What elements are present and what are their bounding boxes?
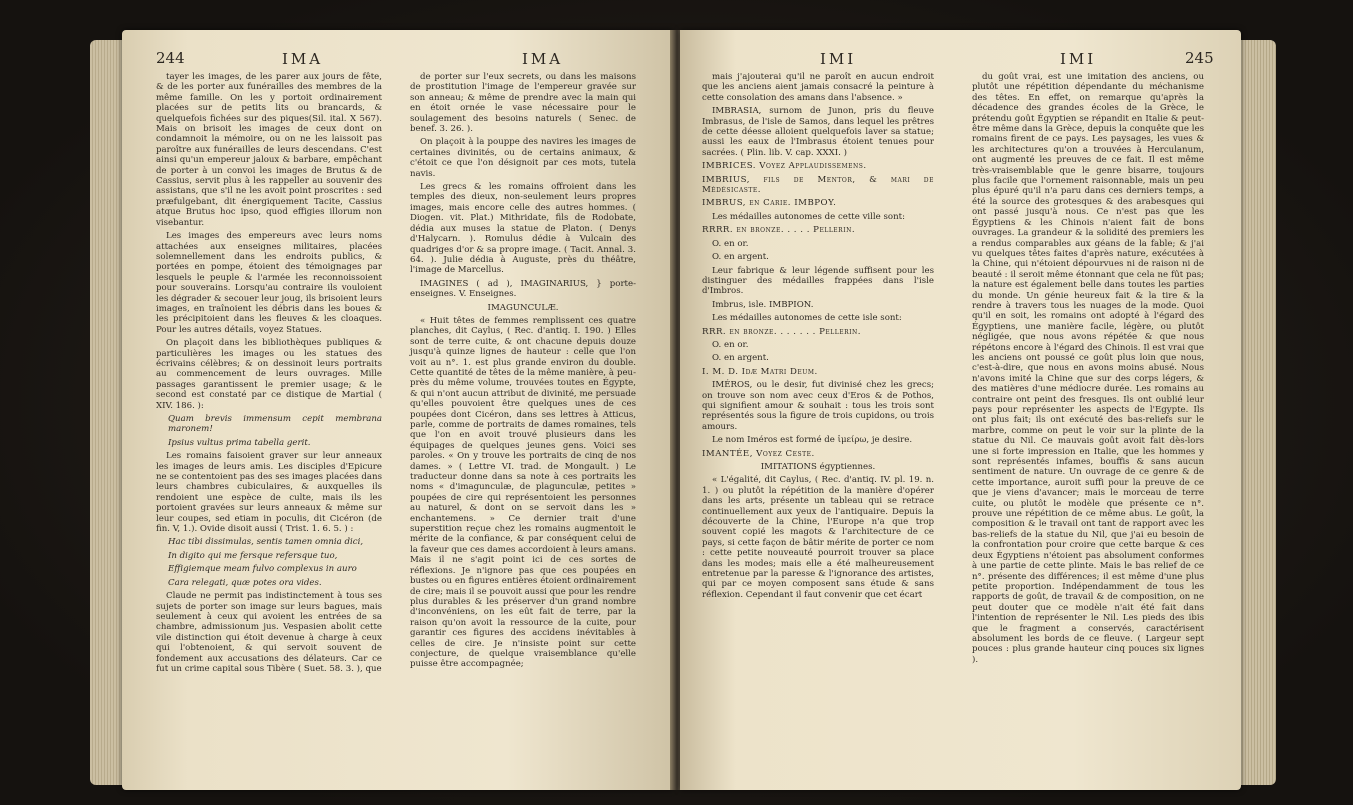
right-page <box>680 30 1241 790</box>
left-page <box>122 30 673 790</box>
paragraph: Cara relegati, quæ potes ora vides. <box>168 577 322 588</box>
left-column-1 <box>156 72 382 677</box>
paragraph: mais j'ajouterai qu'il ne paroît en aucun endroit que les anciens aient jamais consacré la peinture à cette consolation des amans dans l'absence. » <box>702 72 934 103</box>
paragraph: IMBRASIA, surnom de Junon, pris du fleuve Imbrasus, de l'isle de Samos, dans lequel les prêtres de cette déesse alloient quelquefois laver sa statue; aussi les eaux de l'Imbrasus étoient tenues pour sacrées. ( Plin. lib. V. cap. XXXI. ) <box>702 106 934 158</box>
right-page-edges <box>1240 40 1276 785</box>
paragraph: Claude ne permit pas indistinctement à tous ses sujets de porter son image sur leurs bagues, mais seulement à ceux qui avoient les entrées de sa chambre, admissionum jus. Vespasien abolit cette vile distinction qui étoit devenue à charge à ceux qui l'obtenoient, & qui servoit souvent de fondement aux accusations des délateurs. Car ce fut un crime capital sous Tibère ( Suet. 58. 3. ), que <box>156 591 382 674</box>
paragraph: IMBRUS, en Carie. IMBPOY. <box>702 198 837 209</box>
paragraph: Les médailles autonomes de cette ville sont: <box>712 211 905 222</box>
left-column-2 <box>410 72 636 673</box>
paragraph: In digito qui me fersque refersque tuo, <box>168 550 338 561</box>
page-number: 245 <box>1185 49 1214 67</box>
paragraph: RRR. en bronze. . . . . . . Pellerin. <box>702 326 862 337</box>
paragraph: O. en or. <box>712 238 749 249</box>
paragraph: IMITATIONS égyptiennes. <box>760 462 876 472</box>
paragraph: O. en argent. <box>712 353 769 364</box>
paragraph: tayer les images, de les parer aux jours de fête, & de les porter aux funérailles des membres de la même famille. On les y portoit ordinairement placées sur de petits lits ou brancards, & quelquefois fichées sur des piques(Sil. ital. X 567). Mais on brisoit les images de ceux dont on condamnoit la mémoire, ou on ne les laissoit pas paroître aux funérailles de leurs descendans. C'est ainsi qu'un empereur jaloux & barbare, empêchant de porter à un convoi les images de Brutus & de Cassius, servit plus à les rappeller au souvenir des assistans, que s'il ne les avoit point proscrites : sed præfulgebant, dit énergiquement Tacite, Cassius atque Brutus hoc ipso, quod effigies illorum non visebantur. <box>156 72 382 228</box>
paragraph: IMANTÉE, Voyez Ceste. <box>702 448 815 459</box>
right-column-2 <box>972 72 1204 668</box>
paragraph: Les images des empereurs avec leurs noms attachées aux enseignes militaires, placées solemnellement dans les endroits publics, & portées en pompe, étoient des témoignages par lesquels le peuple & l'armée les reconnoissoient pour souverains. Lorsqu'au contraire ils vouloient les dégrader & secouer leur joug, ils brisoient leurs images, en traînoient les débris dans les boues & les précipitoient dans les fleuves & les cloaques. Pour les autres détails, voyez Statues. <box>156 231 382 335</box>
paragraph: du goût vrai, est une imitation des anciens, ou plutôt une répétition dépendante du méchanisme des têtes. En effet, on remarque qu'après la décadence des grandes écoles de la Grèce, le prétendu goût Égyptien se répandit en Italie & peut-être même dans la Grèce, depuis la conquête que les romains firent de ce pays. Les paysages, les vues & les architectures qu'on a trouvées à Herculanum, ont augmenté les preuves de ce fait. Il est même très-vraisemblable que le genre bisarre, toujours plus facile que l'ornement raisonnable, mais un peu plus épuré qu'il n'a paru dans ces derniers temps, a été la source des grotesques & des arabesques qui ont passé jusqu'à nous. Ce n'est pas que les Égyptiens & les Chinois n'aient fait de bons ouvrages. La grandeur & la solidité des premiers les a rendus comparables aux géans de la fable; & j'ai vu quelques têtes faites d'après nature, exécutées à la Chine, qui n'étoient dépourvues ni de raison ni de beauté : il seroit même étonnant que cela ne fût pas; la nature est également belle dans toutes les parties du monde. Un génie heureux fait & la tire & la rendre à travers tous les nuages de la mode. Quoi qu'il en soit, les romains ont adopté à l'égard des Égyptiens, une manière facile, légère, ou plutôt négligée, que nous avons répétée & que nous répétons encore à l'égard des Chinois. Il est vrai que les anciens ont poussé ce goût plus loin que nous, c'est-à-dire, que nous en avons moins abusé. Nous n'avons imité la Chine que sur des corps légers, & des matières d'une médiocre durée. Les romains au contraire ont peint des fresques. Ils ont oublié leur pays pour représenter les aspects de l'Egypte. Ils ont plus fait; ils ont exécuté des bas-reliefs sur le marbre, comme on peut le voir sur la plinte de la statue du Nil. Ce mauvais goût avoit fait dès-lors une si forte impression en Italie, que les hommes y sont représentés infames, bouffis & sans aucun sentiment de nature. Un ouvrage de ce genre & de cette importance, auroit suffi pour la preuve de ce que je viens d'avancer; mais le morceau de terre cuite, ou plutôt le modèle que présente ce n°. prouve une répétition de ce même abus. Le goût, la composition & le travail ont tant de rapport avec les bas-reliefs de la statue du Nil, que j'ai eu besoin de la confrontation pour croire que cette barque & ces deux Égyptiens n'étoient pas absolument conformes à une partie de cette plinte. Mais le bas relief de ce n°. présente des différences; il est même d'une plus petite proportion. Indépendamment de tous les rapports de goût, de travail & de composition, on ne peut douter que ce modèle n'ait été fait dans l'intention de représenter le Nil. Les pieds des ibis que le fragment a conservés, caractérisent absolument les bords de ce fleuve. ( Largeur sept pouces : plus grande hauteur cinq pouces six lignes ). <box>972 72 1204 665</box>
paragraph: O. en or. <box>712 339 749 350</box>
running-head-secondary: IMI <box>1060 50 1097 68</box>
paragraph: On plaçoit à la pouppe des navires les images de certaines divinités, ou de certains animaux, & c'étoit ce que l'on désignoit par ces mots, tutela navis. <box>410 137 636 179</box>
paragraph: I. M. D. Idæ Matri Deum. <box>702 366 818 377</box>
paragraph: RRRR. en bronze. . . . . Pellerin. <box>702 225 856 236</box>
running-head: IMA <box>282 50 324 68</box>
paragraph: Hac tibi dissimulas, sentis tamen omnia dici, <box>168 537 364 548</box>
paragraph: « L'égalité, dit Caylus, ( Rec. d'antiq. IV. pl. 19. n. 1. ) ou plutôt la répétition de la manière d'opérer dans les arts, présente un tableau qui se retrace continuellement aux yeux de l'antiquaire. Depuis la découverte de la Chine, l'Europe n'a que trop souvent copié les magots & l'architecture de ce pays, si cette façon de bâtir mérite de porter ce nom : cette petite nouveauté pourroit trouver sa place dans les modes; mais elle a été malheureusement entretenue par la paresse & l'ignorance des artistes, qui par ce moyen composent sans étude & sans réflexion. Cependant il faut convenir que cet écart <box>702 475 934 600</box>
paragraph: Quam brevis immensum cepit membrana maronem! <box>168 414 382 435</box>
paragraph: Ipsius vultus prima tabella gerit. <box>168 437 311 448</box>
paragraph: IMAGINES ( ad ), IMAGINARIUS, } porte-enseignes. V. Enseignes. <box>410 278 636 300</box>
right-column-1 <box>702 72 934 603</box>
paragraph: Les romains faisoient graver sur leur anneaux les images de leurs amis. Les disciples d'Epicure ne se contentoient pas des ses images placées dans leurs chambres cubiculaires, & auxquelles ils rendoient une espèce de culte, mais ils les portoient gravées sur leurs anneaux & même sur leur coupes, sed etiam in poculis, dit Cicéron (de fin. V, 1.). Ovide disoit aussi ( Trist. 1. 6. 5. ) : <box>156 451 382 535</box>
paragraph: de porter sur l'eux secrets, ou dans les maisons de prostitution l'image de l'empereur gravée sur son anneau; & même de prendre avec la main qui en étoit ornée le vase nécessaire pour le soulagement des besoins naturels ( Senec. de benef. 3. 26. ). <box>410 72 636 135</box>
paragraph: IMBRIUS, fils de Mentor, & mari de Médésicaste. <box>702 174 934 196</box>
paragraph: Les médailles autonomes de cette isle sont: <box>712 313 902 324</box>
paragraph: « Huit têtes de femmes remplissent ces quatre planches, dit Caylus, ( Rec. d'antiq. I. 190. ) Elles sont de terre cuite, & ont chacune depuis douze jusqu'à quinze lignes de hauteur : celle que l'on voit au n°. 1. est plus grande environ du double. Cette quantité de têtes de la même manière, à peu-près du même volume, trouvées toutes en Égypte, & qui n'ont aucun attribut de divinité, me persuade qu'elles pouvoient être quelques unes de ces poupées dont Cicéron, dans ses lettres à Atticus, parle, comme de portraits de dames romaines, tels que l'on en avoit trouvé plusieurs dans les équipages de quelques jeunes gens. Voici ses paroles. « On y trouve les portraits de cinq de nos dames. » ( Lettre VI. trad. de Mongault. ) Le traducteur donne dans sa note à ces portraits les noms « d'imagunculæ, de plagunculæ, petites » poupées de cire qui représentoient les personnes au naturel, & dont on se servoit dans les » enchantemens. » Ce dernier trait d'une superstition reçue chez les romains augmentoit le mérite de la confiance, & par conséquent celui de la faveur que ces dames accordoient à leurs amans. Mais il ne s'agit point ici de ces sortes de réflexions. Je n'ignore pas que ces poupées en bustes ou en figures entières étoient ordinairement de cire; mais il se pouvoit aussi que pour les rendre plus durables & les préserver d'un grand nombre d'inconvéniens, on les eût fait de terre, par la raison qu'on avoit la ressource de la cuite, pour garantir ces figures des accidens inévitables à celles de cire. Je n'insiste point sur cette conjecture, de quelque vraisemblance qu'elle puisse être accompagnée; <box>410 315 636 670</box>
paragraph: Le nom Iméros est formé de ἱμείρω, je desire. <box>712 435 913 446</box>
paragraph: IMAGUNCULÆ. <box>487 302 559 313</box>
page-number: 244 <box>156 49 185 67</box>
paragraph: Imbrus, isle. IMBPION. <box>712 299 814 310</box>
paragraph: Les grecs & les romains offroient dans les temples des dieux, non-seulement leurs propres images, mais encore celle des autres hommes. ( Diogen. vit. Plat.) Mithridate, fils de Rodobate, dédia aux muses la statue de Platon. ( Denys d'Halycarn. ). Romulus dédie à Vulcain des quadriges d'or & sa propre image. ( Tacit. Annal. 3. 64. ). Julie dédia à Auguste, près du théâtre, l'image de Marcellus. <box>410 182 636 276</box>
paragraph: Effigiemque meam fulvo complexus in auro <box>168 564 357 575</box>
paragraph: IMÉROS, ou le desir, fut divinisé chez les grecs; on trouve son nom avec ceux d'Eros & de Pothos, qui signifient amour & souhait : tous les trois sont représentés sous la figure de trois cupidons, ou trois amours. <box>702 380 934 432</box>
left-page-edges <box>90 40 124 785</box>
running-head: IMI <box>820 50 857 68</box>
paragraph: O. en argent. <box>712 252 769 263</box>
paragraph: On plaçoit dans les bibliothèques publiques & particulières les images ou les statues des écrivains célèbres; & on dessinoit leurs portraits au commencement de leurs ouvrages. Mille passages garantissent le premier usage; & le second est constaté par ce distique de Martial ( XIV. 186. ): <box>156 338 382 411</box>
running-head-secondary: IMA <box>522 50 564 68</box>
paragraph: Leur fabrique & leur légende suffisent pour les distinguer des médailles frappées dans l'isle d'Imbros. <box>702 265 934 297</box>
paragraph: IMBRICES. Voyez Applaudissemens. <box>702 161 867 172</box>
